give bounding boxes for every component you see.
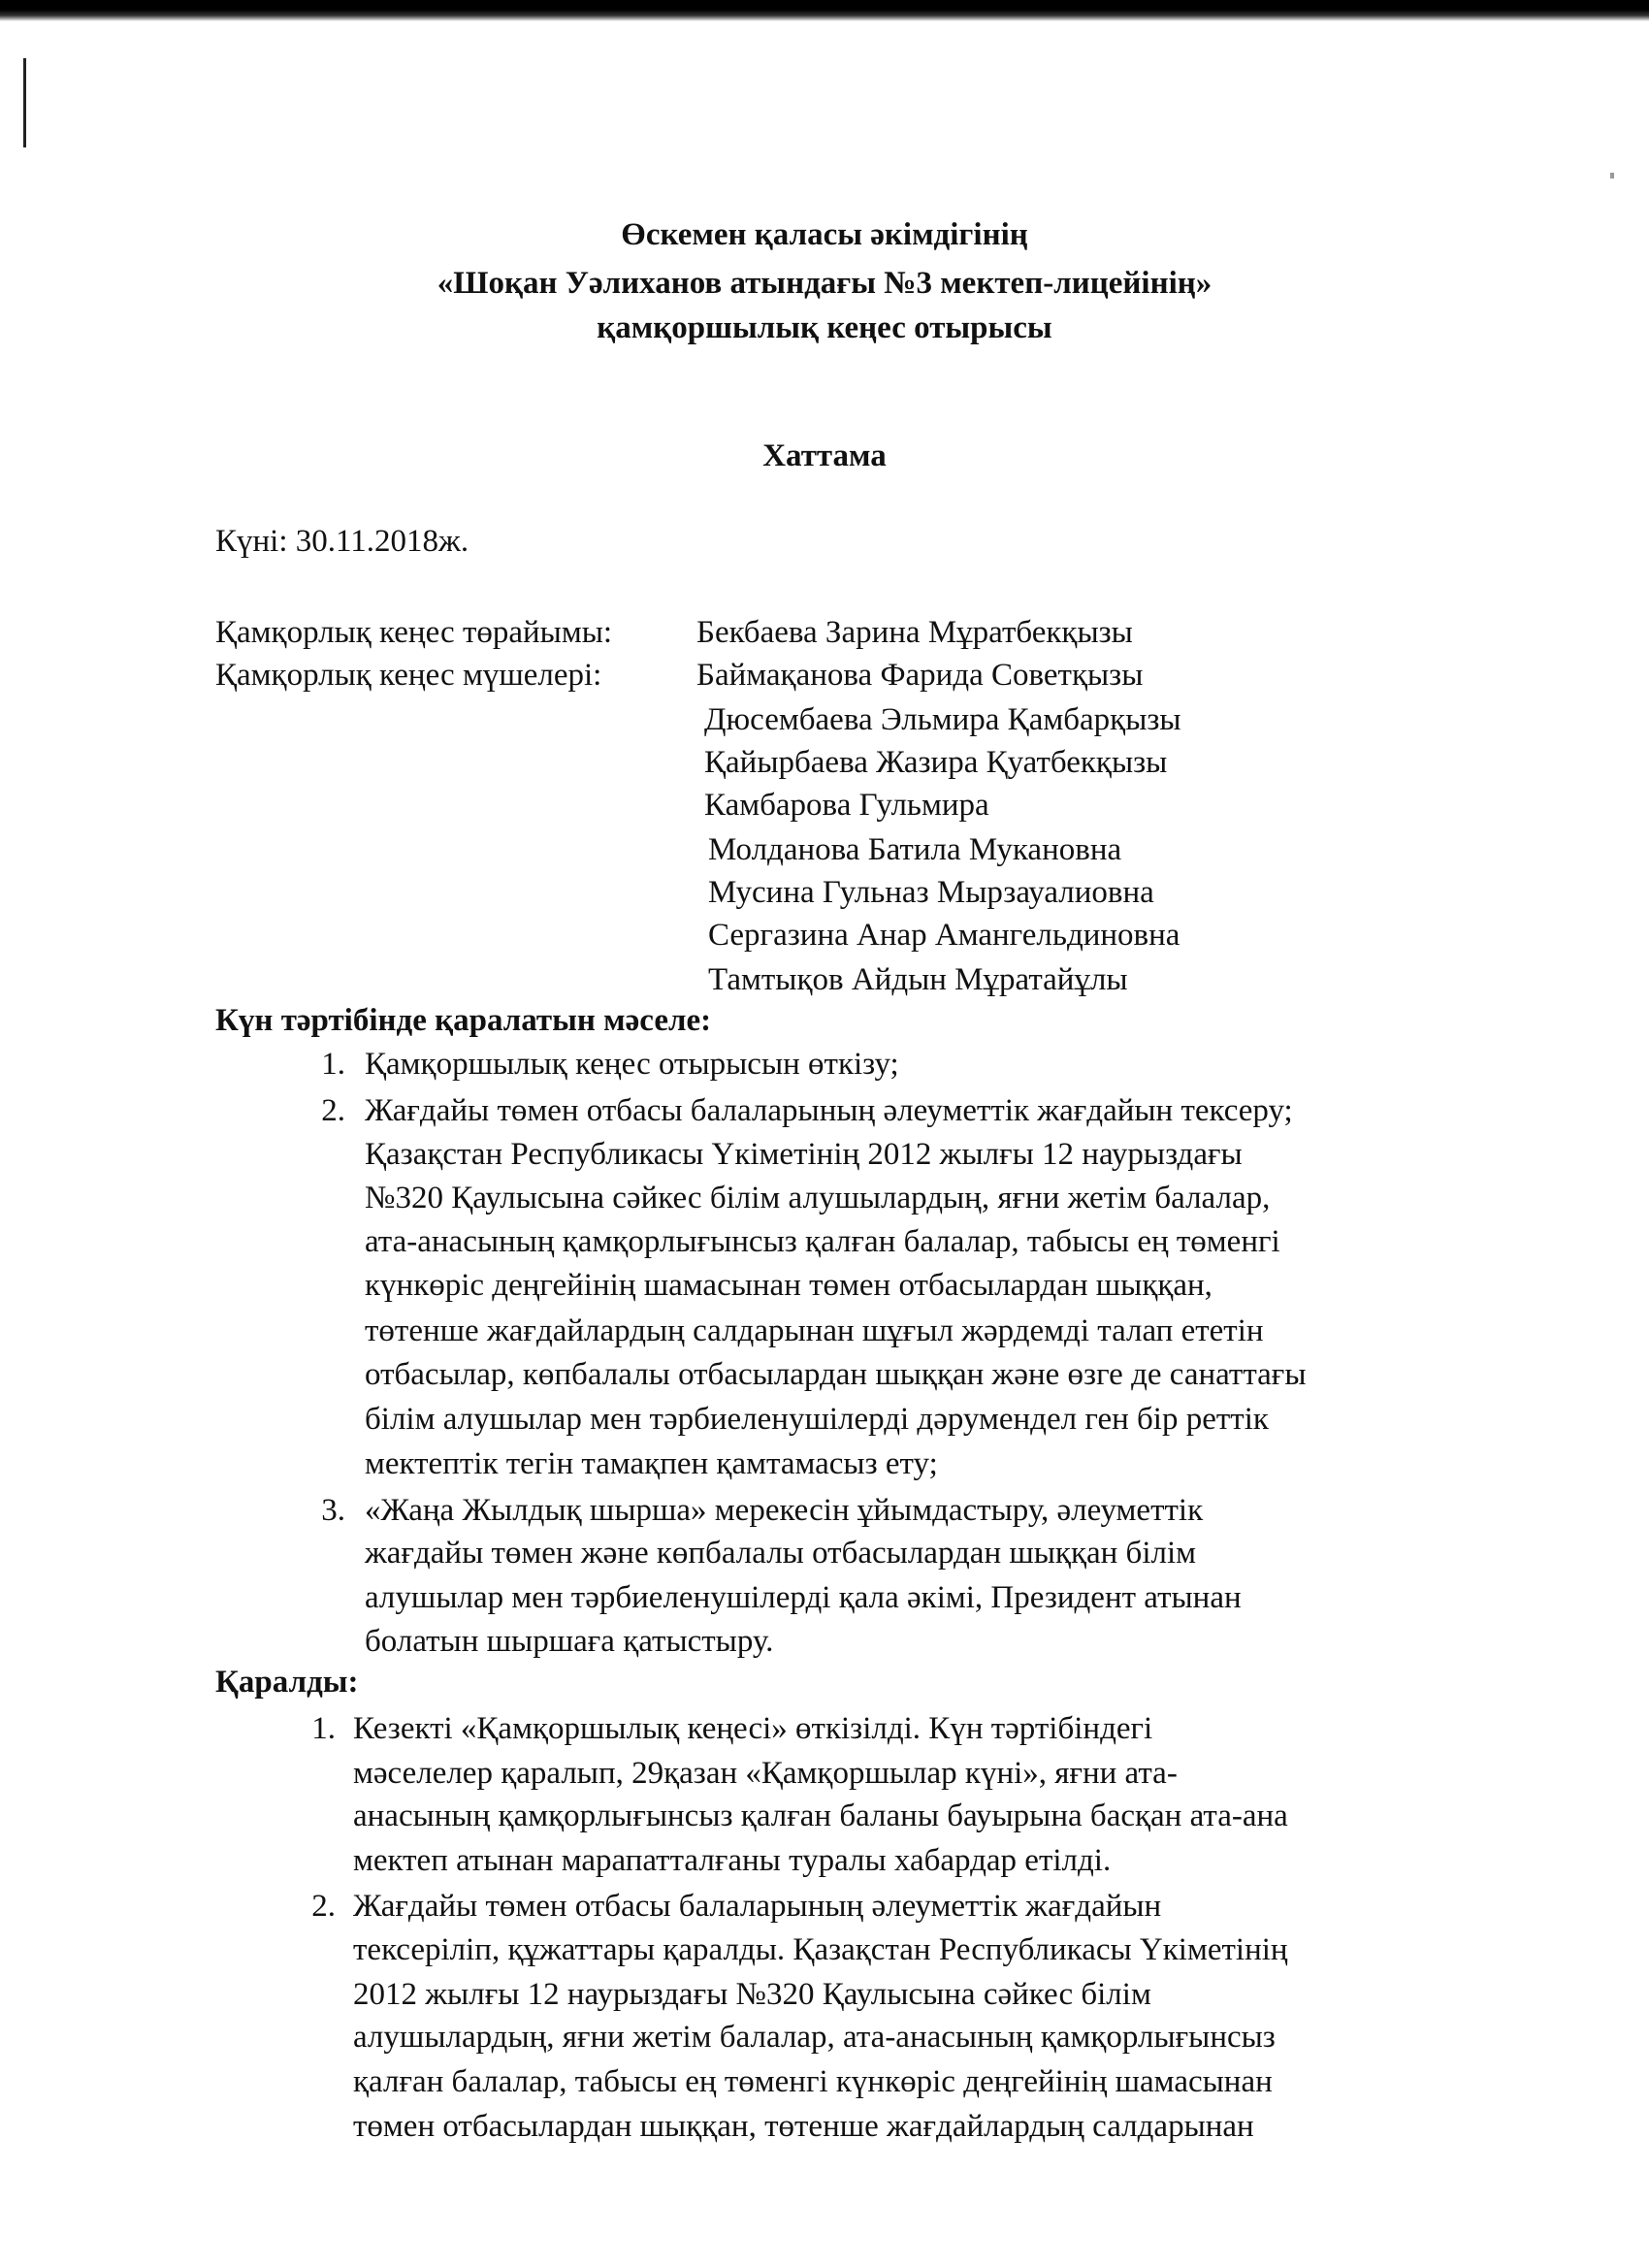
reviewed-item-line: мәселелер қаралып, 29қазан «Қамқоршылар күні», яғни ата- bbox=[353, 1756, 1178, 1791]
agenda-item-line: білім алушылар мен тәрбиеленушілерді дәрумендел ген бір реттік bbox=[365, 1402, 1269, 1437]
agenda-item-number: 2. bbox=[321, 1093, 345, 1128]
member-name: Молданова Батила Мукановна bbox=[708, 832, 1122, 867]
reviewed-item-line: мектеп атынан марапатталғаны туралы хабардар етілді. bbox=[353, 1843, 1112, 1878]
agenda-item-line: жағдайы төмен және көпбалалы отбасылардан шыққан білім bbox=[365, 1536, 1197, 1571]
agenda-item-line: Қазақстан Республикасы Үкіметінің 2012 жылғы 12 наурыздағы bbox=[365, 1137, 1243, 1172]
members-label: Қамқорлық кеңес мүшелері: bbox=[215, 658, 602, 693]
agenda-item-number: 1. bbox=[321, 1047, 345, 1082]
header-line-3: қамқоршылық кеңес отырысы bbox=[597, 310, 1052, 345]
agenda-item-number: 3. bbox=[321, 1493, 345, 1528]
member-name: Дюсембаева Эльмира Қамбарқызы bbox=[704, 702, 1181, 737]
agenda-item-line: күнкөріс деңгейінің шамасынан төмен отбасылардан шыққан, bbox=[365, 1268, 1212, 1303]
member-name: Мусина Гульназ Мырзауалиовна bbox=[708, 875, 1154, 910]
reviewed-item-line: Жағдайы төмен отбасы балаларының әлеуметтік жағдайын bbox=[353, 1889, 1162, 1924]
header-line-1: Өскемен қаласы әкімдігінің bbox=[621, 217, 1028, 252]
date-line: Күні: 30.11.2018ж. bbox=[215, 524, 469, 559]
agenda-item-line: ата-анасының қамқорлығынсыз қалған балалар, табысы ең төменгі bbox=[365, 1224, 1280, 1259]
reviewed-item-line: алушылардың, яғни жетім балалар, ата-анасының қамқорлығынсыз bbox=[353, 2020, 1276, 2055]
agenda-heading: Күн тәртібінде қаралатын мәселе: bbox=[215, 1003, 712, 1038]
reviewed-item-number: 2. bbox=[311, 1889, 336, 1924]
reviewed-item-line: Кезекті «Қамқоршылық кеңесі» өткізілді. Күн тәртібіндегі bbox=[353, 1711, 1153, 1746]
agenda-item-line: төтенше жағдайлардың салдарынан шұғыл жәрдемді талап ететін bbox=[365, 1313, 1264, 1348]
reviewed-item-line: төмен отбасылардан шыққан, төтенше жағдайлардың салдарынан bbox=[353, 2109, 1254, 2144]
member-name: Камбарова Гульмира bbox=[704, 788, 989, 823]
agenda-item-line: №320 Қаулысына сәйкес білім алушылардың, яғни жетім балалар, bbox=[365, 1181, 1271, 1215]
chair-name: Бекбаева Зарина Мұратбекқызы bbox=[696, 615, 1133, 650]
member-name: Тамтықов Айдын Мұратайұлы bbox=[708, 962, 1128, 997]
member-name: Баймақанова Фарида Советқызы bbox=[696, 658, 1144, 693]
reviewed-heading: Қаралды: bbox=[215, 1665, 359, 1700]
reviewed-item-line: анасының қамқорлығынсыз қалған баланы бауырына басқан ата-ана bbox=[353, 1798, 1288, 1833]
chair-label: Қамқорлық кеңес төрайымы: bbox=[215, 615, 613, 650]
agenda-item-line: отбасылар, көпбалалы отбасылардан шыққан және өзге де санаттағы bbox=[365, 1357, 1307, 1392]
reviewed-item-line: қалған балалар, табысы ең төменгі күнкөріс деңгейінің шамасынан bbox=[353, 2064, 1273, 2099]
reviewed-item-line: тексеріліп, құжаттары қаралды. Қазақстан Республикасы Үкіметінің bbox=[353, 1932, 1288, 1967]
document-title: Хаттама bbox=[762, 438, 887, 473]
header-line-2: «Шоқан Уәлиханов атындағы №3 мектеп-лицейінің» bbox=[436, 266, 1212, 301]
reviewed-item-line: 2012 жылғы 12 наурыздағы №320 Қаулысына сәйкес білім bbox=[353, 1977, 1151, 2012]
agenda-item-line: «Жаңа Жылдық шырша» мерекесін ұйымдастыру, әлеуметтік bbox=[365, 1493, 1204, 1528]
agenda-item-line: алушылар мен тәрбиеленушілерді қала әкімі, Президент атынан bbox=[365, 1580, 1242, 1615]
agenda-item-line: Қамқоршылық кеңес отырысын өткізу; bbox=[365, 1047, 899, 1082]
agenda-item-line: болатын шыршаға қатыстыру. bbox=[365, 1624, 774, 1659]
member-name: Сергазина Анар Амангельдиновна bbox=[708, 918, 1180, 953]
member-name: Қайырбаева Жазира Қуатбекқызы bbox=[704, 745, 1168, 780]
agenda-item-line: Жағдайы төмен отбасы балаларының әлеуметтік жағдайын тексеру; bbox=[365, 1093, 1293, 1128]
agenda-item-line: мектептік тегін тамақпен қамтамасыз ету; bbox=[365, 1446, 938, 1481]
reviewed-item-number: 1. bbox=[311, 1711, 336, 1746]
